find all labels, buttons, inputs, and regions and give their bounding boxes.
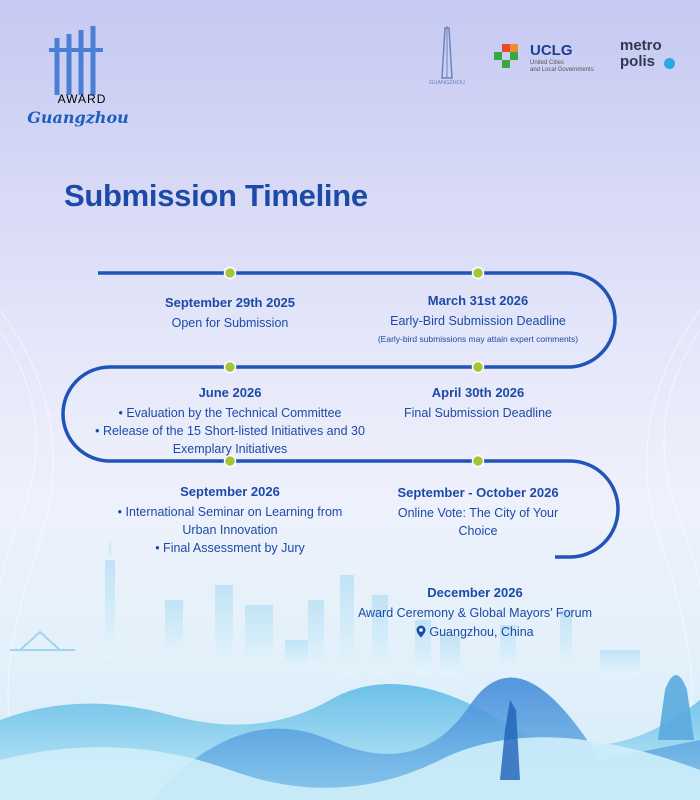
milestone-mar-2026: March 31st 2026 Early-Bird Submission Deadline (Early-bird submissions may attain expert comments) xyxy=(377,293,579,344)
page-title: Submission Timeline xyxy=(64,178,368,213)
milestone-sep-2025: September 29th 2025 Open for Submission xyxy=(164,295,296,330)
milestone-sep-2026: September 2026 • International Seminar on Learning from Urban Innovation • Final Assessment by Jury xyxy=(117,484,343,555)
milestone-dot xyxy=(473,456,484,467)
milestone-dot xyxy=(225,268,236,279)
milestone-dot xyxy=(473,268,484,279)
uclg-name: UCLG xyxy=(530,42,573,59)
tower-logo-caption: GUANGZHOU xyxy=(429,80,465,86)
uclg-subtitle: United Cities and Local Governments xyxy=(530,60,594,73)
location-pin-icon xyxy=(416,625,426,638)
milestone-sep-oct-2026: September - October 2026 Online Vote: The City of Your Choice xyxy=(397,485,559,538)
guangzhou-word: Guangzhou xyxy=(27,108,129,127)
milestone-dec-2026: December 2026 Award Ceremony & Global Mayors’ Forum Guangzhou, China xyxy=(335,585,615,641)
award-word: AWARD xyxy=(57,92,107,106)
location-line: Guangzhou, China xyxy=(335,623,615,641)
milestone-jun-2026: June 2026 • Evaluation by the Technical Committee • Release of the 15 Short-listed Initiatives and 30 Exemplary Initiatives xyxy=(95,385,365,456)
metropolis-logo: metro polis xyxy=(620,37,662,70)
milestone-dot xyxy=(473,362,484,373)
milestone-dot xyxy=(225,362,236,373)
milestone-apr-2026: April 30th 2026 Final Submission Deadline xyxy=(404,385,552,420)
